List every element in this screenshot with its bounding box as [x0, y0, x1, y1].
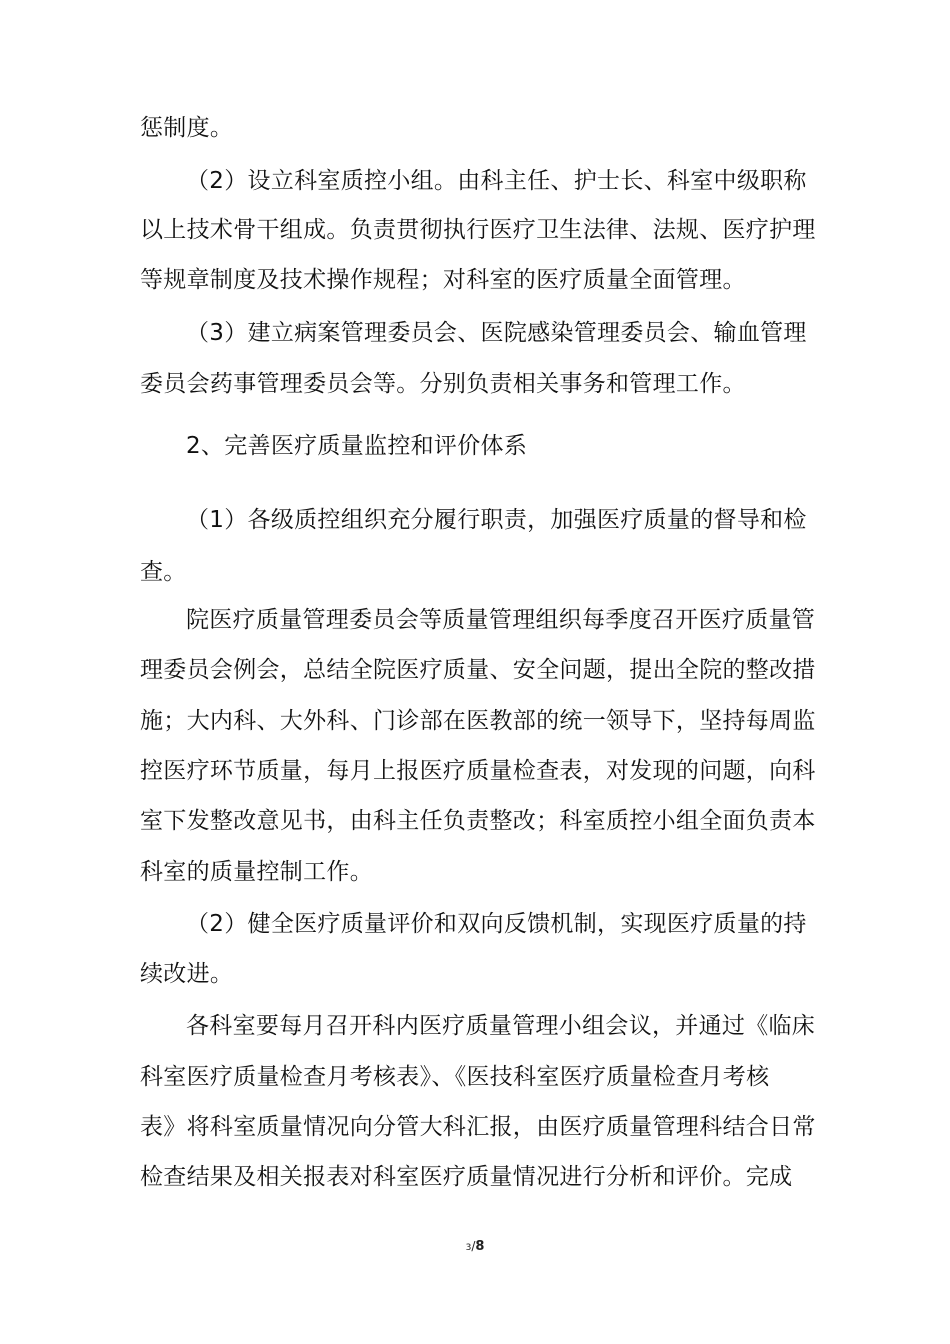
- text-line: （2）设立科室质控小组。由科主任、护士长、科室中级职称: [186, 168, 807, 194]
- text-line: 施；大内科、大外科、门诊部在医教部的统一领导下，坚持每周监: [140, 708, 816, 734]
- text-line: 表》将科室质量情况向分管大科汇报，由医疗质量管理科结合日常: [140, 1114, 816, 1140]
- text-line: 以上技术骨干组成。负责贯彻执行医疗卫生法律、法规、医疗护理: [140, 217, 816, 243]
- text-line: 委员会药事管理委员会等。分别负责相关事务和管理工作。: [140, 371, 746, 397]
- text-line: 科室医疗质量检查月考核表》、《医技科室医疗质量检查月考核: [140, 1064, 770, 1090]
- text-line: 查。: [140, 559, 187, 585]
- section-heading: 2、完善医疗质量监控和评价体系: [186, 433, 528, 459]
- total-pages-number: 8: [475, 1239, 485, 1254]
- text-line: 室下发整改意见书，由科主任负责整改；科室质控小组全面负责本: [140, 808, 816, 834]
- text-line: 科室的质量控制工作。: [140, 859, 373, 885]
- text-line: 控医疗环节质量，每月上报医疗质量检查表，对发现的问题，向科: [140, 758, 816, 784]
- text-line: （1）各级质控组织充分履行职责，加强医疗质量的督导和检: [186, 507, 807, 533]
- current-page-number: 3: [465, 1243, 472, 1253]
- text-line: 等规章制度及技术操作规程；对科室的医疗质量全面管理。: [140, 267, 746, 293]
- text-line: 检查结果及相关报表对科室医疗质量情况进行分析和评价。完成: [140, 1164, 793, 1190]
- page-number: [0, 1238, 950, 1256]
- text-line: （3）建立病案管理委员会、医院感染管理委员会、输血管理: [186, 320, 807, 346]
- text-line: 各科室要每月召开科内医疗质量管理小组会议，并通过《临床: [186, 1013, 816, 1039]
- text-line: 惩制度。: [140, 115, 234, 141]
- text-line: 理委员会例会，总结全院医疗质量、安全问题，提出全院的整改措: [140, 657, 816, 683]
- page-separator: /: [471, 1239, 476, 1253]
- text-line: 院医疗质量管理委员会等质量管理组织每季度召开医疗质量管: [186, 607, 816, 633]
- text-line: （2）健全医疗质量评价和双向反馈机制，实现医疗质量的持: [186, 911, 807, 937]
- text-line: 续改进。: [140, 961, 234, 987]
